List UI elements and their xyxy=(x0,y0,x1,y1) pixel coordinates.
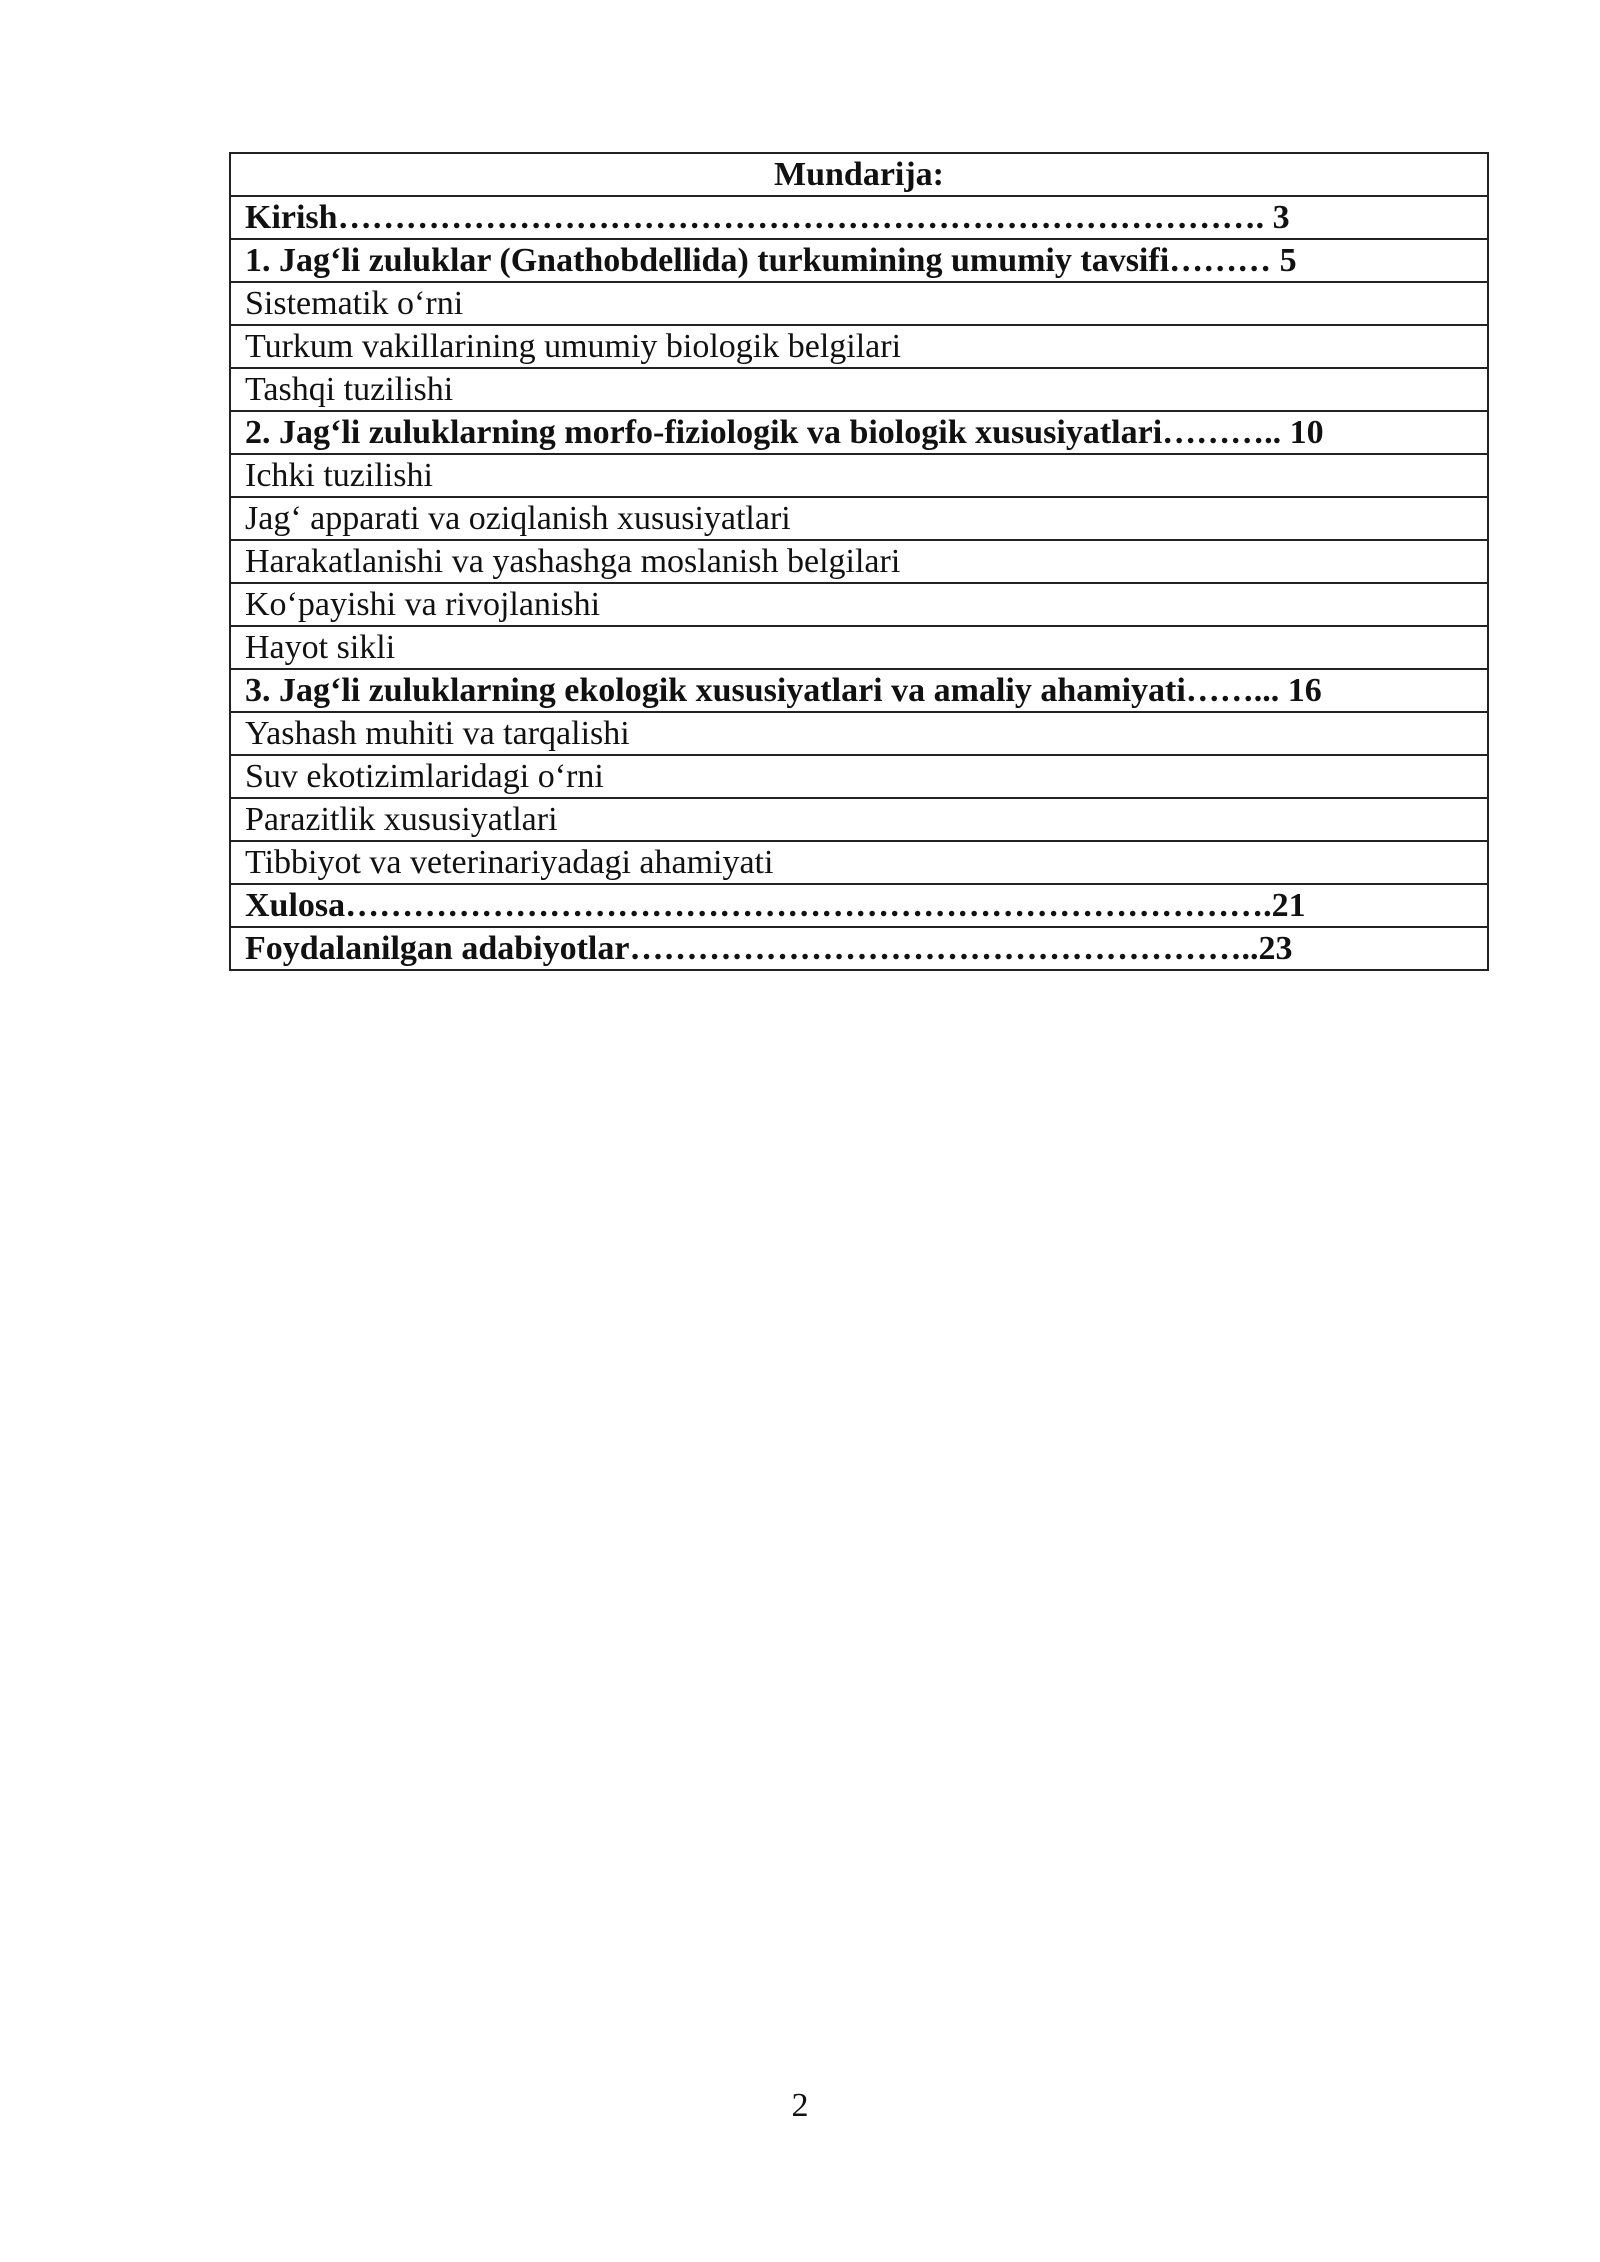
toc-title: Mundarija: xyxy=(230,153,1488,196)
toc-row xyxy=(230,798,1488,841)
toc-subsection-entry: Hayot sikli xyxy=(230,626,1488,669)
toc-row xyxy=(230,368,1488,411)
toc-subsection-entry: Harakatlanishi va yashashga moslanish belgilari xyxy=(230,540,1488,583)
toc-row xyxy=(230,239,1488,282)
toc-section-entry: Xulosa……………………………………………………………………….21 xyxy=(230,884,1488,927)
toc-row xyxy=(230,454,1488,497)
toc-section-entry: Kirish………………………………………………………………………. 3 xyxy=(230,196,1488,239)
toc-subsection-entry: Sistematik o‘rni xyxy=(230,282,1488,325)
toc-section-entry: 3. Jag‘li zuluklarning ekologik xususiyatlari va amaliy ahamiyati……... 16 xyxy=(230,669,1488,712)
toc-row xyxy=(230,626,1488,669)
toc-section-entry: Foydalanilgan adabiyotlar………………………………………………..23 xyxy=(230,927,1488,970)
toc-title-row xyxy=(230,153,1488,196)
toc-row xyxy=(230,712,1488,755)
toc-row xyxy=(230,583,1488,626)
toc-subsection-entry: Yashash muhiti va tarqalishi xyxy=(230,712,1488,755)
toc-row xyxy=(230,540,1488,583)
toc-section-entry: 2. Jag‘li zuluklarning morfo-fiziologik va biologik xususiyatlari……….. 10 xyxy=(230,411,1488,454)
toc-subsection-entry: Suv ekotizimlaridagi o‘rni xyxy=(230,755,1488,798)
toc-row xyxy=(230,755,1488,798)
toc-subsection-entry: Ichki tuzilishi xyxy=(230,454,1488,497)
toc-subsection-entry: Ko‘payishi va rivojlanishi xyxy=(230,583,1488,626)
toc-subsection-entry: Jag‘ apparati va oziqlanish xususiyatlari xyxy=(230,497,1488,540)
toc-row xyxy=(230,325,1488,368)
table-of-contents xyxy=(229,152,1489,971)
toc-section-entry: 1. Jag‘li zuluklar (Gnathobdellida) turkumining umumiy tavsifi……… 5 xyxy=(230,239,1488,282)
toc-body xyxy=(230,153,1488,970)
toc-subsection-entry: Parazitlik xususiyatlari xyxy=(230,798,1488,841)
toc-row xyxy=(230,196,1488,239)
toc-row xyxy=(230,497,1488,540)
toc-subsection-entry: Tashqi tuzilishi xyxy=(230,368,1488,411)
toc-row xyxy=(230,841,1488,884)
toc-subsection-entry: Tibbiyot va veterinariyadagi ahamiyati xyxy=(230,841,1488,884)
toc-row xyxy=(230,927,1488,970)
toc-row xyxy=(230,884,1488,927)
toc-subsection-entry: Turkum vakillarining umumiy biologik belgilari xyxy=(230,325,1488,368)
toc-row xyxy=(230,411,1488,454)
toc-row xyxy=(230,282,1488,325)
page-number: 2 xyxy=(791,2087,809,2124)
toc-row xyxy=(230,669,1488,712)
